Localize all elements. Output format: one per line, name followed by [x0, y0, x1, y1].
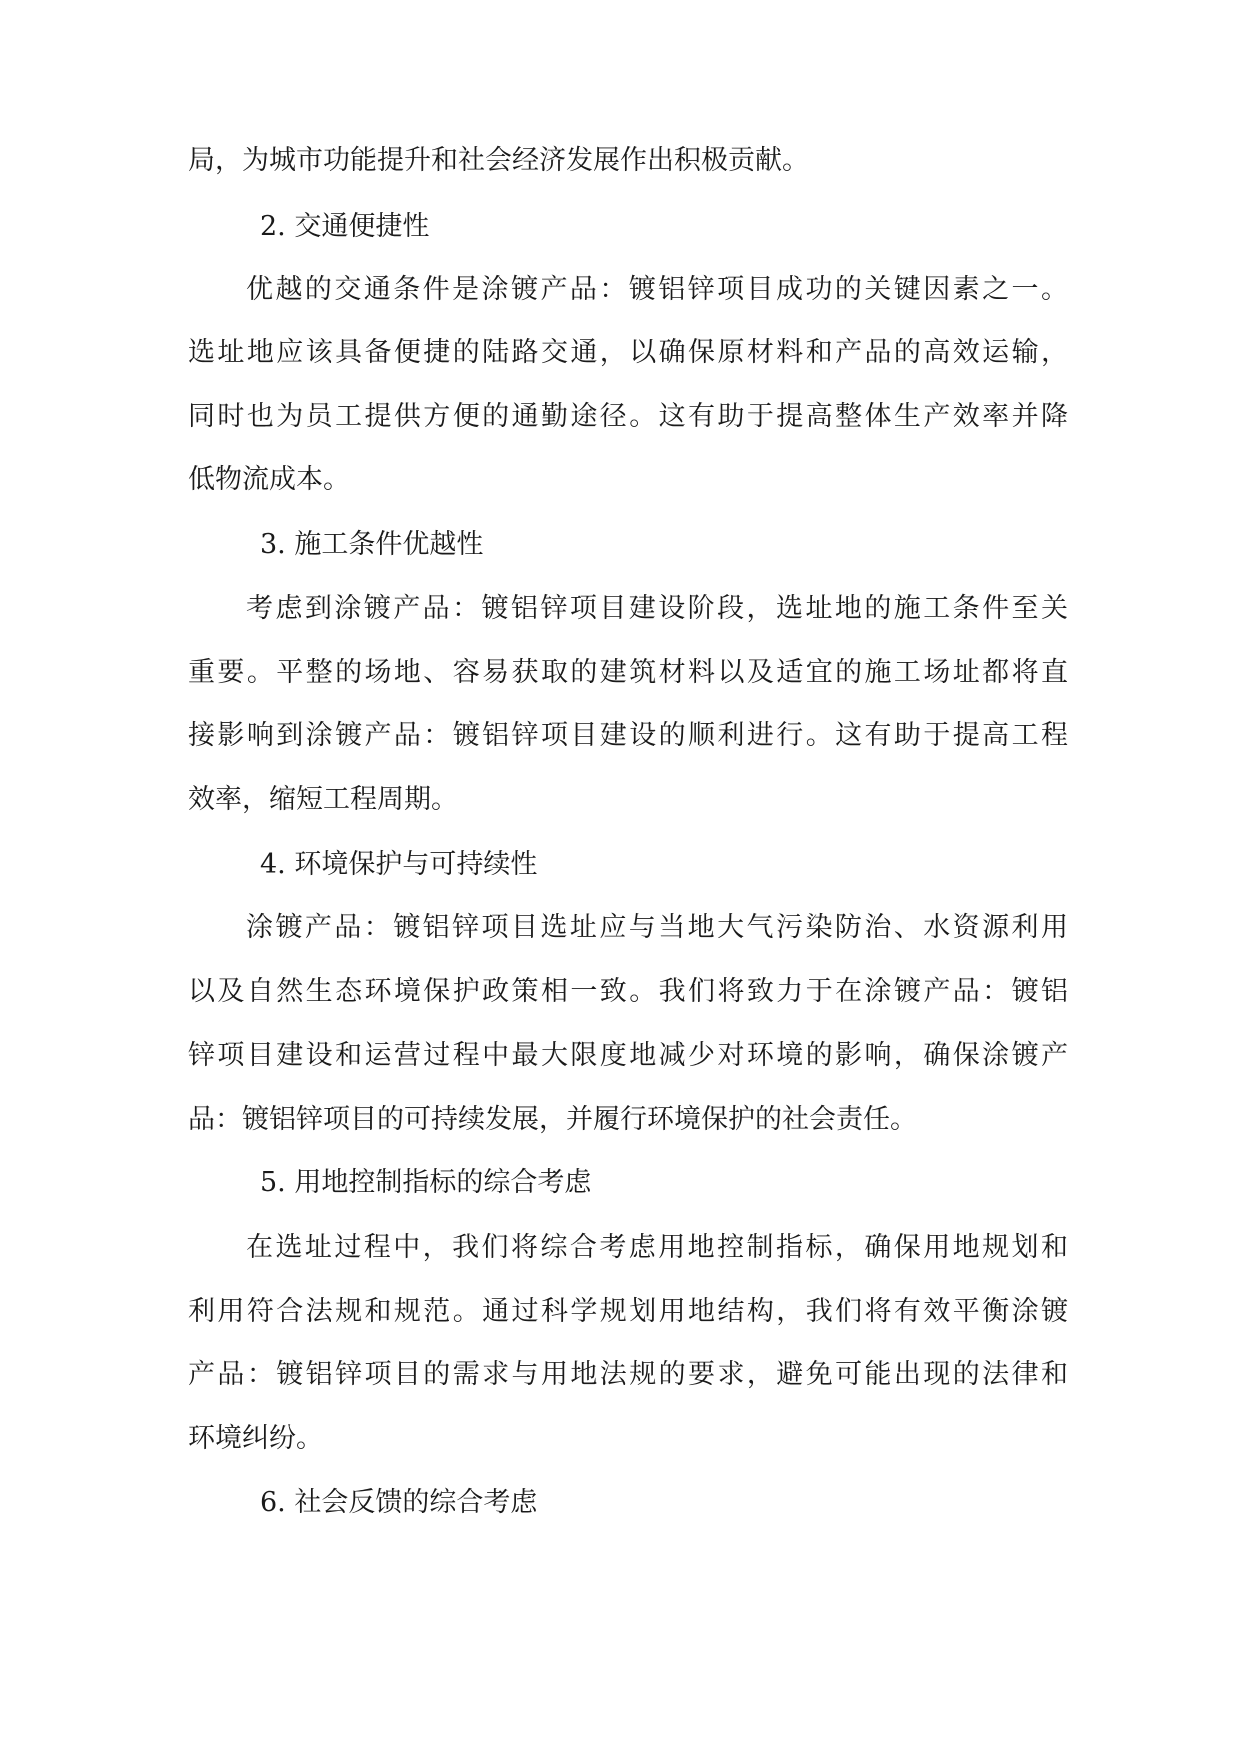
paragraph-line: 环境纠纷。	[188, 1423, 323, 1454]
paragraph-line: 利用符合法规和规范。通过科学规划用地结构，我们将有效平衡涂镀	[188, 1296, 1068, 1327]
paragraph-line: 锌项目建设和运营过程中最大限度地减少对环境的影响，确保涂镀产	[188, 1040, 1068, 1071]
paragraph-line: 低物流成本。	[188, 464, 350, 495]
paragraph-line: 效率，缩短工程周期。	[188, 784, 458, 815]
paragraph-line: 局，为城市功能提升和社会经济发展作出积极贡献。	[188, 145, 809, 176]
section-heading-traffic: 2. 交通便捷性	[260, 211, 430, 242]
section-heading-social-feedback: 6. 社会反馈的综合考虑	[260, 1487, 538, 1518]
paragraph-line: 选址地应该具备便捷的陆路交通，以确保原材料和产品的高效运输，	[188, 337, 1068, 368]
paragraph-line: 品：镀铝锌项目的可持续发展，并履行环境保护的社会责任。	[188, 1104, 917, 1135]
paragraph-line: 考虑到涂镀产品：镀铝锌项目建设阶段，选址地的施工条件至关	[246, 593, 1068, 624]
paragraph-line: 重要。平整的场地、容易获取的建筑材料以及适宜的施工场址都将直	[188, 657, 1068, 688]
paragraph-line: 接影响到涂镀产品：镀铝锌项目建设的顺利进行。这有助于提高工程	[188, 720, 1068, 751]
paragraph-line: 以及自然生态环境保护政策相一致。我们将致力于在涂镀产品：镀铝	[188, 976, 1068, 1007]
paragraph-line: 涂镀产品：镀铝锌项目选址应与当地大气污染防治、水资源利用	[246, 912, 1068, 943]
section-heading-land-use: 5. 用地控制指标的综合考虑	[260, 1167, 592, 1198]
section-heading-environment: 4. 环境保护与可持续性	[260, 849, 538, 880]
paragraph-line: 优越的交通条件是涂镀产品：镀铝锌项目成功的关键因素之一。	[246, 274, 1068, 305]
paragraph-line: 同时也为员工提供方便的通勤途径。这有助于提高整体生产效率并降	[188, 401, 1068, 432]
paragraph-line: 在选址过程中，我们将综合考虑用地控制指标，确保用地规划和	[246, 1232, 1068, 1263]
section-heading-construction: 3. 施工条件优越性	[260, 529, 484, 560]
paragraph-line: 产品：镀铝锌项目的需求与用地法规的要求，避免可能出现的法律和	[188, 1359, 1068, 1390]
